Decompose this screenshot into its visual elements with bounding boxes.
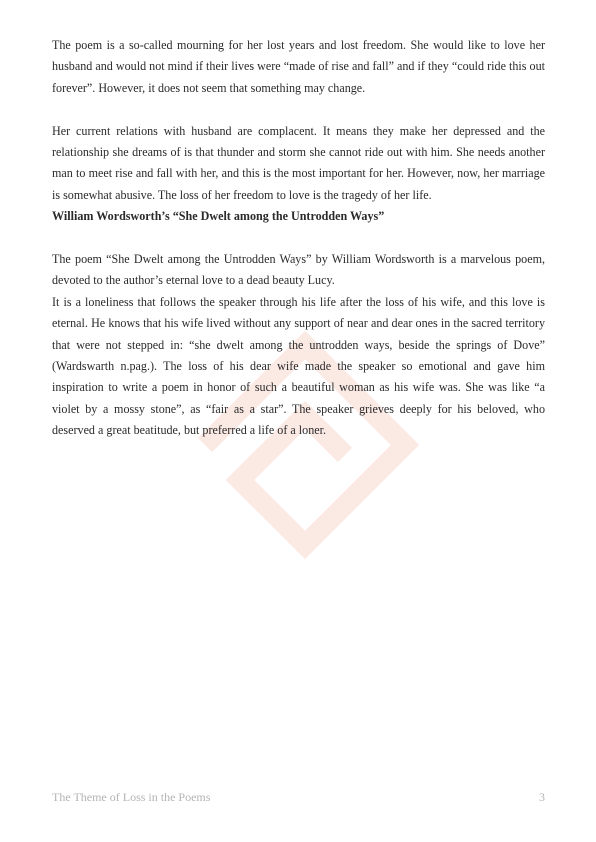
page-number: 3	[539, 790, 545, 804]
paragraph: It is a loneliness that follows the speaker through his life after the loss of his wife, and this love is eternal. He knows that his wife lived without any support of near and dear ones in the sacred territory that were not stepped in: “she dwelt among the untrodden ways, beside the springs of Dove” (Wardswarth n.pag.). The loss of his dear wife made the speaker so emotional and gave him inspiration to write a poem in honor of such a beautiful woman as his wife was. She was like “a violet by a mossy stone”, as “fair as a star”. The speaker grieves deeply for his beloved, who deserved a great beatitude, but preferred a life of a loner.	[52, 294, 545, 438]
paragraph: The poem is a so-called mourning for her lost years and lost freedom. She would like to love her husband and would not mind if their lives were “made of rise and fall” and if they “could ride this out forever”. However, it does not seem that something may change.	[52, 38, 545, 95]
paragraph: Her current relations with husband are complacent. It means they make her depressed and the relationship she dreams of is that thunder and storm she cannot ride out with him. She needs another man to meet rise and fall with her, and this is the most important for her. However, now, her marriage is somewhat abusive. The loss of her freedom to love is the tragedy of her life.	[52, 123, 545, 202]
footer-title: The Theme of Loss in the Poems	[52, 790, 211, 804]
paragraph: The poem “She Dwelt among the Untrodden Ways” by William Wordsworth is a marvelous poem, devoted to the author’s eternal love to a dead beauty Lucy.	[52, 252, 545, 288]
document-body	[52, 35, 545, 442]
section-heading: William Wordsworth’s “She Dwelt among the Untrodden Ways”	[52, 209, 385, 224]
